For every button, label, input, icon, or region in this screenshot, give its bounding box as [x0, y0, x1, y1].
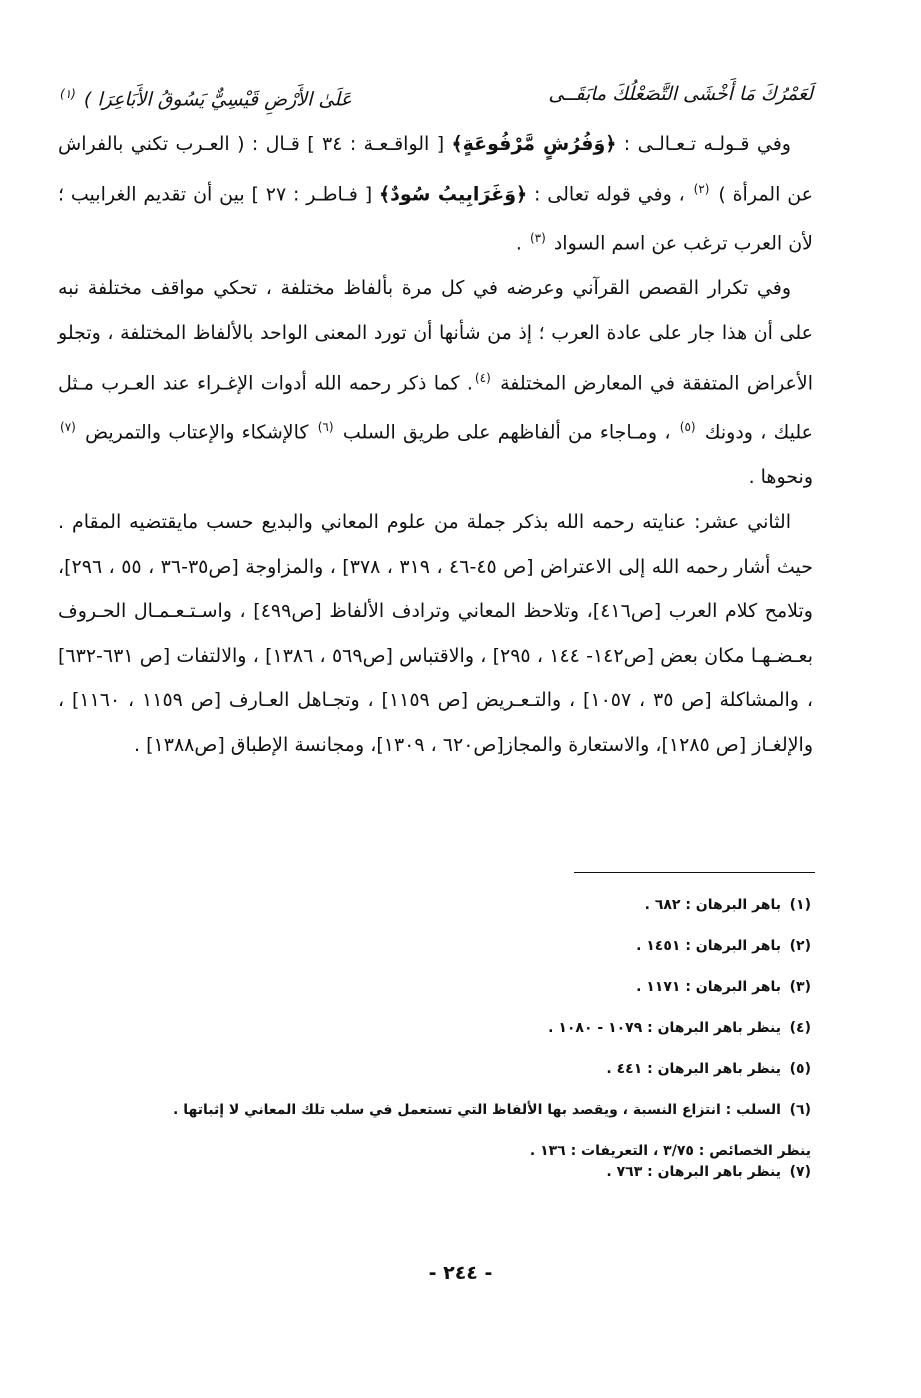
footnote-ref-6[interactable]: (٦) — [317, 420, 334, 435]
footnote-text: باهر البرهان : ١١٧١ . — [636, 979, 781, 995]
verse-hemistich-2-text: عَلَىٰ الأَرْضِ قَيْسِيٌّ يَسُوقُ الأَبَاعِرَا ) — [83, 88, 352, 111]
footnote-continuation: ينظر الخصائص : ٣/٧٥ ، التعريفات : ١٣٦ . — [529, 1143, 811, 1159]
verse-hemistich-2 — [58, 72, 352, 122]
footnote-text: السلب : انتزاع النسبة ، ويقصد بها الألفاظ التي تستعمل في سلب تلك المعاني لا إثباتها . — [173, 1102, 781, 1118]
footnote-item — [51, 895, 811, 916]
p1-text-3: ، وفي قوله تعالى : — [534, 182, 685, 205]
paragraph-2 — [58, 266, 813, 500]
footnote-ref-4[interactable]: (٤) — [474, 370, 491, 385]
paragraph-1 — [58, 122, 813, 266]
footnote-number: (٥) — [789, 1061, 811, 1077]
footnote-ref-3[interactable]: (٣) — [529, 231, 546, 246]
footnote-ref-2[interactable]: (٢) — [693, 181, 710, 196]
footnote-item — [51, 977, 811, 998]
footnote-item — [51, 1059, 811, 1080]
p1-text-2: [ الواقـعـة : ٣٤ ] قـال : ( العـرب تكني بالفراش عن المرأة ) — [58, 132, 814, 205]
footnote-number: (٦) — [789, 1102, 811, 1118]
footnote-item — [51, 1100, 811, 1121]
footnotes — [51, 895, 811, 1203]
footnote-number: (٤) — [789, 1020, 811, 1036]
footnote-separator — [574, 872, 815, 873]
footnote-item — [51, 1018, 811, 1039]
footnote-number: (٢) — [789, 938, 811, 954]
footnote-item — [51, 936, 811, 957]
quran-quote-1: ﴿وَفُرُشٍ مَّرْفُوعَةٍ﴾ — [451, 132, 617, 155]
footnote-ref-5[interactable]: (٥) — [679, 420, 696, 435]
p2-text-1: وفي تكرار القصص القرآني وعرضه في كل مرة بألفاظ مختلفة ، تحكي مواقف مختلفة نبه على أن هذا جار على عادة العرب ؛ إذ من شأنها أن تورد المعنى الواحد بالألفاظ المختلفة ، وتجلو الأعراض المتفقة في المعارض المختلفة — [58, 277, 813, 394]
footnote-number: (٣) — [789, 979, 811, 995]
footnote-text: ينظر باهر البرهان : ٤٤١ . — [606, 1061, 781, 1077]
p1-text-5: . — [515, 232, 522, 255]
main-text — [58, 72, 813, 768]
verse-hemistich-1: لَعَمْرُكَ مَا أَخْشَى التَّصَعْلُكَ مابَقَــى — [548, 83, 813, 105]
p1-text-1: وفي قـولـه تـعـالـى : — [623, 132, 791, 155]
footnote-text: ينظر باهر البرهان : ١٠٧٩ - ١٠٨٠ . — [548, 1020, 781, 1036]
footnote-text: باهر البرهان : ١٤٥١ . — [636, 938, 781, 954]
footnote-ref-1[interactable]: (١) — [60, 87, 76, 101]
footnote-number: (١) — [789, 897, 811, 913]
p2-text-3: ، ومـاجاء من ألفاظهم على طريق السلب — [342, 421, 671, 444]
footnote-item — [51, 1162, 811, 1183]
poetry-verse — [58, 72, 813, 122]
p2-text-4: كالإشكاء والإعتاب والتمريض — [85, 421, 309, 444]
quran-quote-2: ﴿وَغَرَابِيبُ سُودٌ﴾ — [379, 182, 528, 205]
footnote-ref-7[interactable]: (٧) — [60, 420, 76, 435]
paragraph-3: الثاني عشر: عنايته رحمه الله بذكر جملة من علوم المعاني والبديع حسب مايقتضيه المقام . حيث أشار رحمه الله إلى الاعتراض [ص ٤٥-٤٦ ، ٣١٩ ، ٣٧٨] ، والمزاوجة [ص٣٥-٣٦ ، ٥٥ ، ٢٩٦]، وتلامح كلام العرب [ص٤١٦]، وتلاحظ المعاني وترادف الألفاظ [ص٤٩٩] ، واسـتـعـمـال الحـروف بعـضـهـا مكان بعض [ص١٤٢- ١٤٤ ، ٢٩٥] ، والاقتباس [ص٥٦٩ ، ١٣٨٦] ، والالتفات [ص ٦٣١-٦٣٢] ، والمشاكلة [ص ٣٥ ، ١٠٥٧] ، والتـعـريض [ص ١١٥٩] ، وتجـاهل العـارف [ص ١١٥٩ ، ١١٦٠] ، والإلغـاز [ص ١٢٨٥]، والاستعارة والمجاز[ص٦٢٠ ، ١٣٠٩]، ومجانسة الإطباق [ص١٣٨٨] . — [58, 510, 814, 756]
footnote-number: (٧) — [789, 1164, 811, 1180]
footnote-text: باهر البرهان : ٦٨٢ . — [644, 897, 781, 913]
p1-text-4: [ فـاطـر : ٢٧ ] بين أن تقديم الغرابيب ؛ لأن العرب ترغب عن اسم السواد — [58, 182, 813, 255]
page-number: - ٢٤٤ - — [428, 1262, 493, 1284]
p2-text-2: . كما ذكر رحمه الله أدوات الإغـراء عند العـرب مـثل عليك ، ودونك — [58, 371, 813, 444]
footnote-text: ينظر باهر البرهان : ٧٦٣ . — [606, 1164, 781, 1180]
p2-text-5: ونحوها . — [748, 466, 813, 489]
